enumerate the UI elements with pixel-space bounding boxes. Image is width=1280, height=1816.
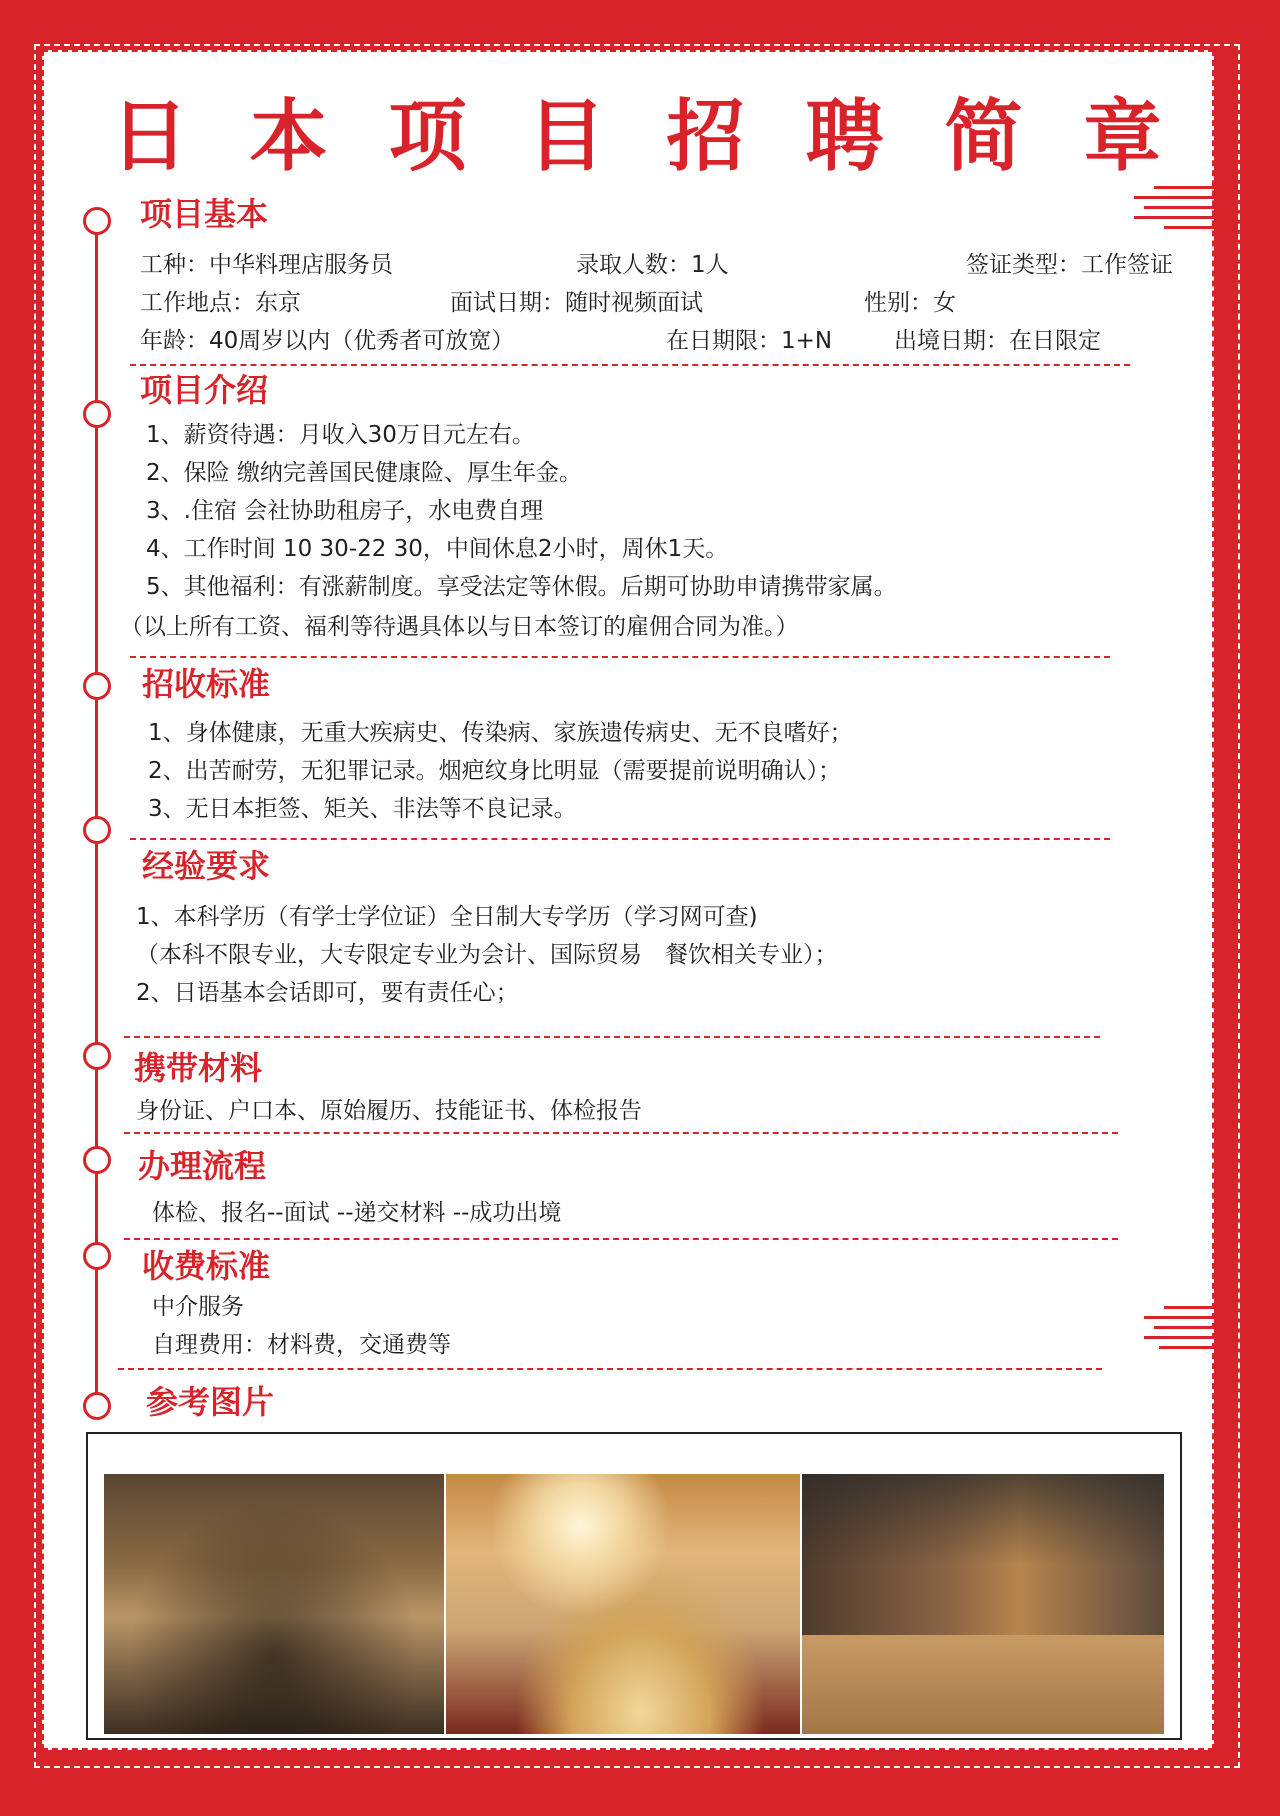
headcount: 录取人数：1人 (576, 252, 729, 278)
title-char: 项 (388, 92, 467, 182)
title-char: 简 (944, 92, 1023, 182)
job-type: 工种：中华料理店服务员 (140, 252, 393, 278)
divider (130, 838, 1110, 840)
restaurant-photo-2 (446, 1474, 800, 1734)
section-heading-fees: 收费标准 (142, 1247, 271, 1285)
decorative-stripes-bottom (1144, 1306, 1214, 1356)
fees-item: 自理费用：材料费，交通费等 (152, 1332, 451, 1358)
section-heading-basic: 项目基本 (140, 195, 269, 233)
intro-note: （以上所有工资、福利等待遇具体以与日本签订的雇佣合同为准。） (120, 614, 799, 640)
divider (124, 1132, 1118, 1134)
title-char: 日 (110, 92, 189, 182)
intro-item: 5、其他福利：有涨薪制度。享受法定等休假。后期可协助申请携带家属。 (146, 574, 897, 600)
divider (130, 656, 1110, 658)
section-heading-materials: 携带材料 (134, 1049, 263, 1087)
title-char: 聘 (805, 92, 884, 182)
divider (124, 1036, 1100, 1038)
title-char: 招 (666, 92, 745, 182)
section-heading-experience: 经验要求 (142, 847, 271, 885)
intro-item: 4、工作时间 10 30-22 30，中间休息2小时，周休1天。 (146, 536, 729, 562)
fees-item: 中介服务 (152, 1294, 244, 1320)
timeline-dot (83, 400, 111, 428)
timeline-dot (83, 1042, 111, 1070)
restaurant-photo-1 (104, 1474, 444, 1734)
section-heading-standard: 招收标准 (142, 665, 271, 703)
stay-period: 在日期限：1+N (666, 328, 833, 354)
title-char: 章 (1083, 92, 1162, 182)
timeline-dot (83, 1392, 111, 1420)
standard-item: 3、无日本拒签、矩关、非法等不良记录。 (148, 796, 577, 822)
photo-frame (86, 1432, 1182, 1740)
timeline-dot (83, 816, 111, 844)
work-location: 工作地点：东京 (140, 290, 301, 316)
timeline-dot (83, 207, 111, 235)
intro-item: 1、薪资待遇：月收入30万日元左右。 (146, 422, 535, 448)
timeline-line (95, 210, 98, 1410)
divider (130, 364, 1130, 366)
intro-item: 2、保险 缴纳完善国民健康险、厚生年金。 (146, 460, 582, 486)
visa-type: 签证类型：工作签证 (966, 252, 1173, 278)
standard-item: 1、身体健康，无重大疾病史、传染病、家族遗传病史、无不良嗜好； (148, 720, 853, 746)
departure-date: 出境日期：在日限定 (894, 328, 1101, 354)
age: 年龄：40周岁以内（优秀者可放宽） (140, 328, 515, 354)
section-heading-intro: 项目介绍 (140, 371, 269, 409)
title-char: 目 (527, 92, 606, 182)
interview-date: 面试日期：随时视频面试 (450, 290, 703, 316)
section-heading-process: 办理流程 (138, 1147, 267, 1185)
decorative-stripes-top (1134, 186, 1214, 236)
divider (124, 1238, 1118, 1240)
title-char: 本 (249, 92, 328, 182)
experience-item: （本科不限专业，大专限定专业为会计、国际贸易 餐饮相关专业）； (136, 942, 838, 968)
materials-text: 身份证、户口本、原始履历、技能证书、体检报告 (136, 1098, 642, 1124)
divider (118, 1368, 1102, 1370)
intro-item: 3、.住宿 会社协助租房子，水电费自理 (146, 498, 544, 524)
experience-item: 1、本科学历（有学士学位证）全日制大专学历（学习网可查) (136, 904, 758, 930)
timeline-dot (83, 672, 111, 700)
experience-item: 2、日语基本会话即可，要有责任心； (136, 980, 519, 1006)
standard-item: 2、出苦耐劳，无犯罪记录。烟疤纹身比明显（需要提前说明确认）； (148, 758, 842, 784)
timeline-dot (83, 1242, 111, 1270)
section-heading-photos: 参考图片 (146, 1383, 275, 1421)
gender: 性别：女 (864, 290, 956, 316)
restaurant-photo-3 (802, 1474, 1164, 1734)
poster-title (0, 92, 1280, 182)
timeline-dot (83, 1146, 111, 1174)
process-text: 体检、报名--面试 --递交材料 --成功出境 (152, 1200, 562, 1226)
